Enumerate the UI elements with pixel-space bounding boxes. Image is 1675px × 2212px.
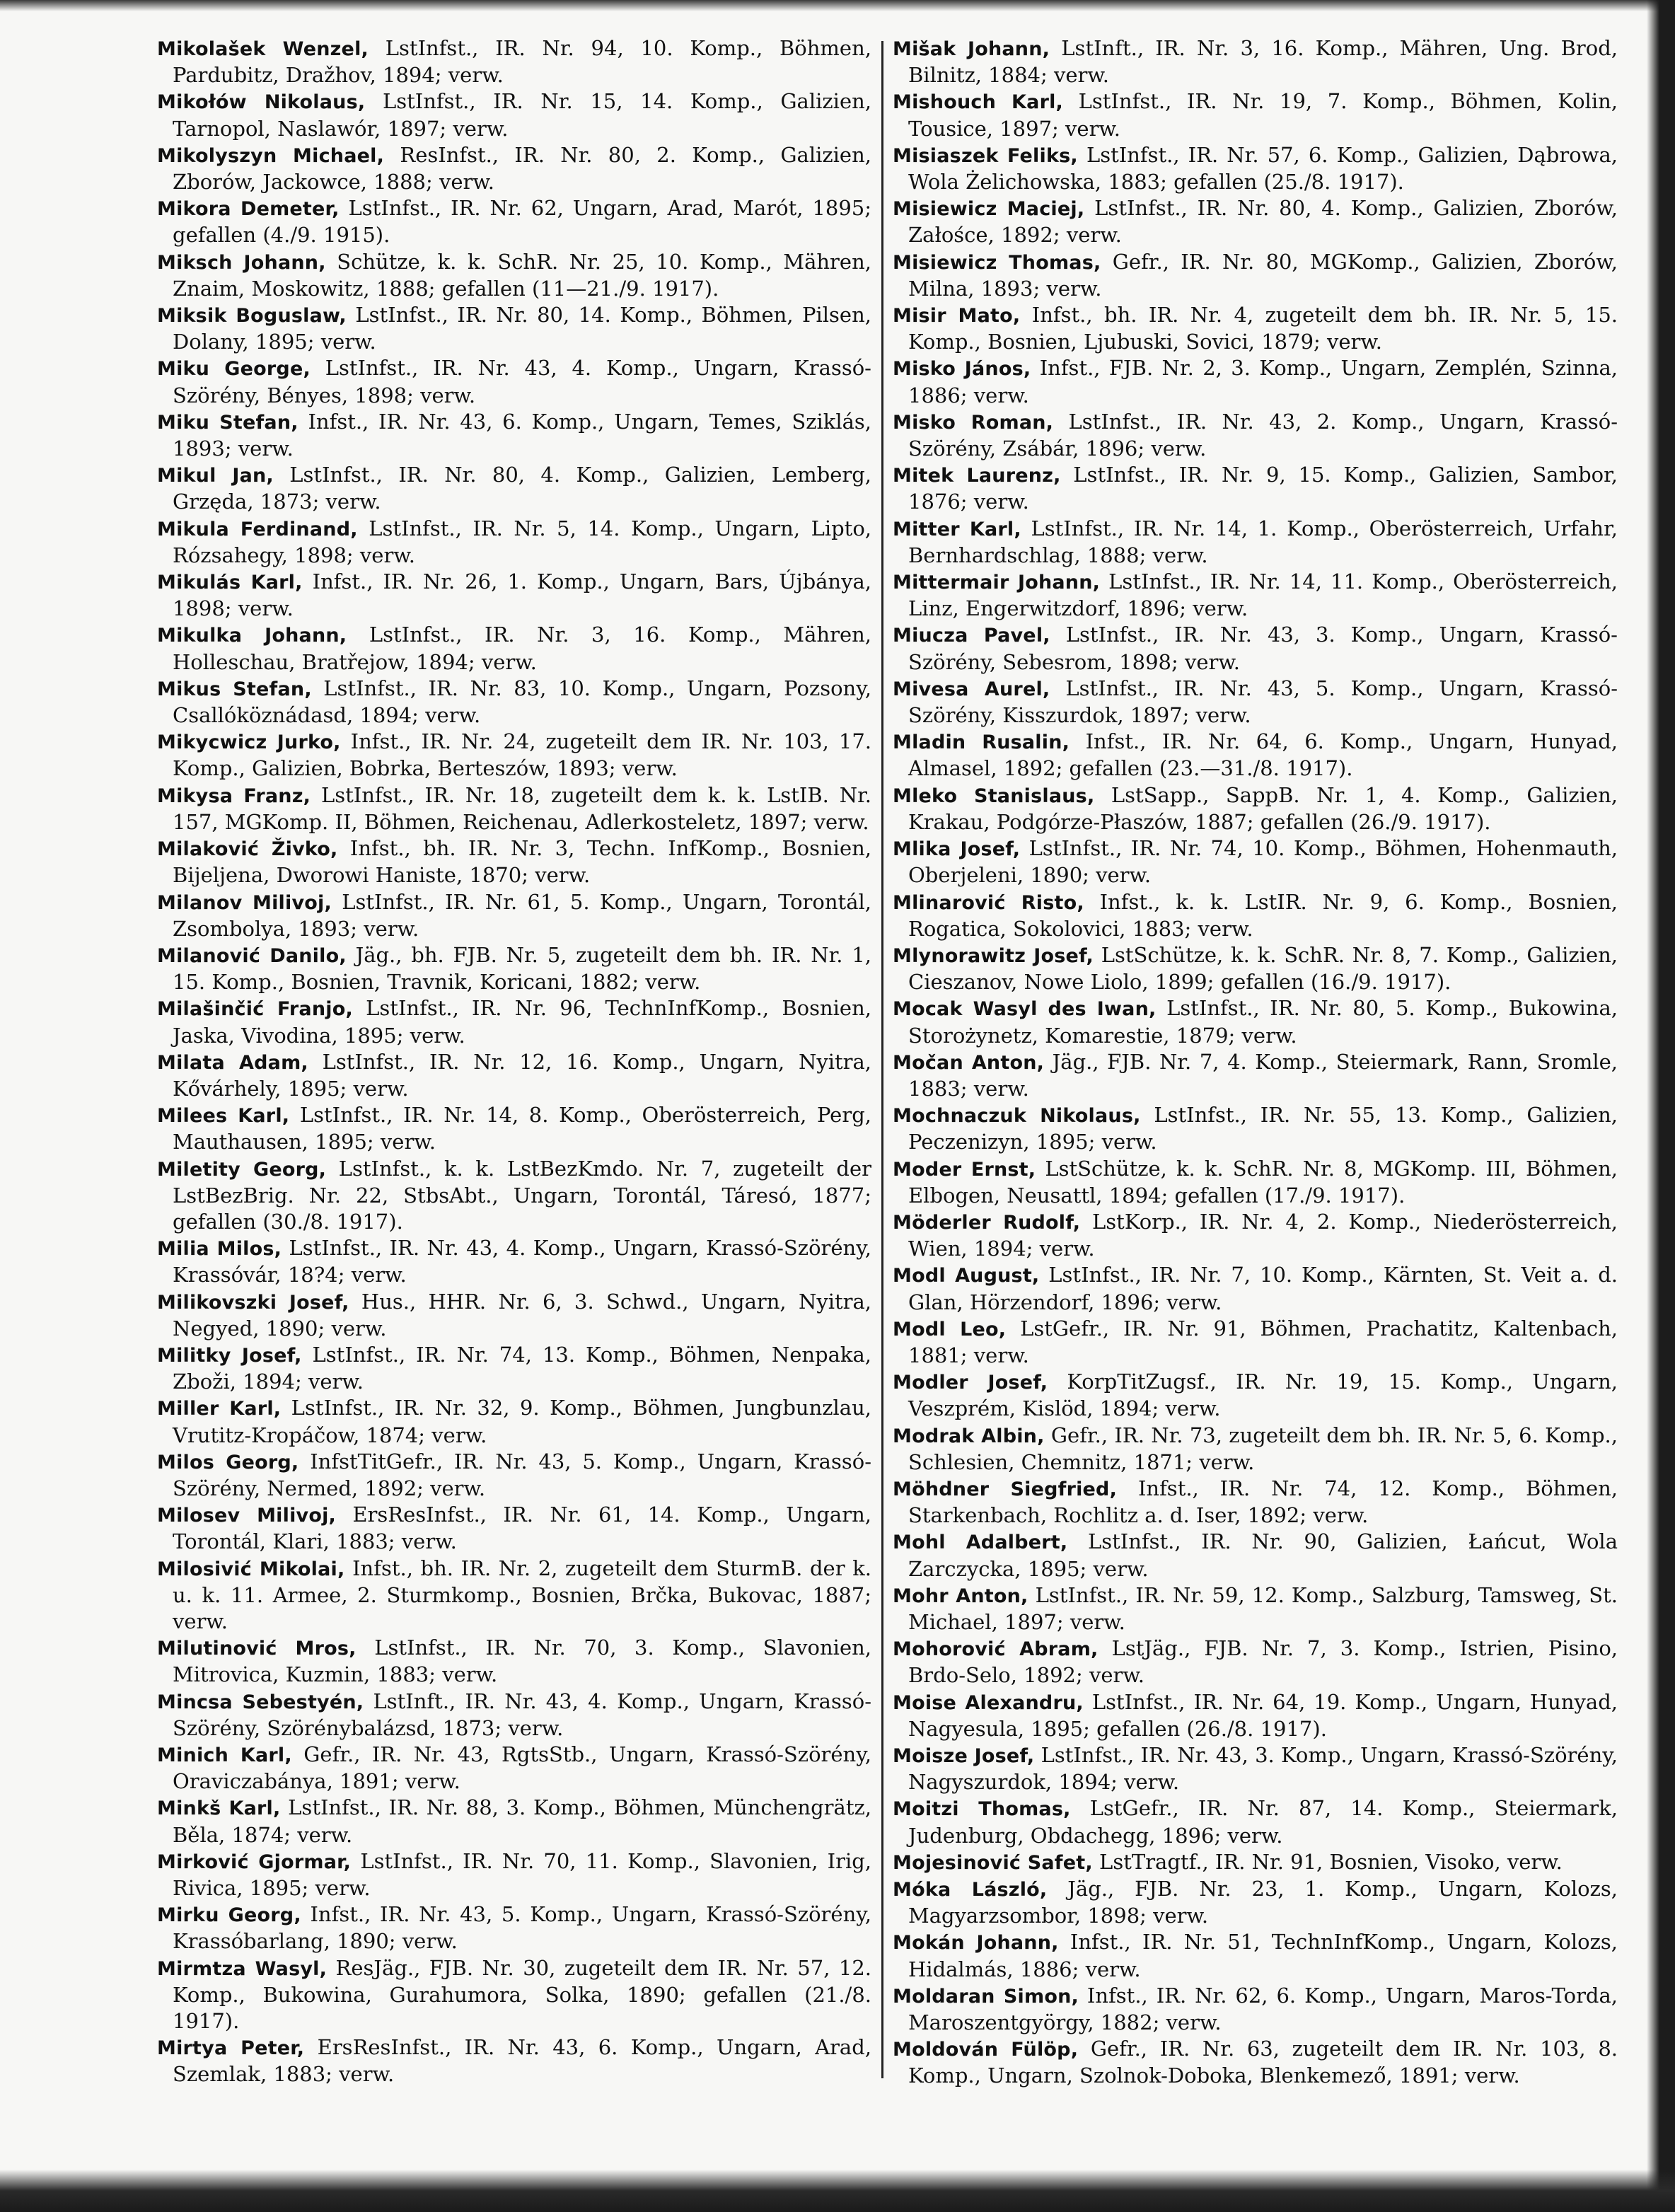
entry-name: Mikul Jan, — [157, 465, 274, 487]
casualty-entry — [893, 1742, 1618, 1795]
casualty-entry — [893, 195, 1618, 248]
casualty-entry — [893, 1849, 1618, 1876]
entry-name: Miucza Pavel, — [893, 625, 1050, 647]
entry-details: LstInfst., IR. Nr. 14, 1. Komp., Oberösterreich, Urfahr, Bernhardschlag, 1888; verw. — [908, 516, 1618, 567]
entry-name: Mikulás Karl, — [157, 572, 303, 594]
entry-details: LstSchütze, k. k. SchR. Nr. 8, 7. Komp., Galizien, Cieszanov, Nowe Liolo, 1899; gefallen (16./9. 1917). — [908, 942, 1618, 995]
casualty-entry — [893, 569, 1618, 622]
entry-details: Infst., IR. Nr. 26, 1. Komp., Ungarn, Bars, Újbánya, 1898; verw. — [173, 569, 871, 621]
entry-name: Miksch Johann, — [157, 251, 326, 274]
casualty-entry — [157, 1156, 871, 1236]
casualty-entry — [893, 1929, 1618, 1982]
entry-details: Infst., IR. Nr. 62, 6. Komp., Ungarn, Maros-Torda, Maroszentgyörgy, 1882; verw. — [908, 1983, 1618, 2035]
entry-name: Mirković Gjormar, — [157, 1851, 352, 1873]
entry-name: Modler Josef, — [893, 1372, 1048, 1394]
casualty-entry — [893, 622, 1618, 675]
casualty-entry — [893, 1582, 1618, 1635]
entry-details: Jäg., FJB. Nr. 7, 4. Komp., Steiermark, Rann, Sromle, 1883; verw. — [908, 1049, 1618, 1101]
entry-name: Moder Ernst, — [893, 1158, 1036, 1181]
entry-details: Infst., IR. Nr. 24, zugeteilt dem IR. Nr. 103, 17. Komp., Galizien, Bobrka, Berteszów, 1893; verw. — [173, 729, 871, 781]
entry-details: LstInfst., IR. Nr. 70, 3. Komp., Slavonien, Mitrovica, Kuzmin, 1883; verw. — [173, 1635, 871, 1687]
entry-name: Misiaszek Feliks, — [893, 144, 1078, 167]
entry-details: LstSchütze, k. k. SchR. Nr. 8, MGKomp. III, Böhmen, Elbogen, Neusattl, 1894; gefallen (17./9. 1917). — [908, 1156, 1618, 1208]
casualty-entry — [893, 462, 1618, 515]
entry-details: LstInfst., IR. Nr. 5, 14. Komp., Ungarn, Lipto, Rózsahegy, 1898; verw. — [173, 516, 871, 567]
entry-details: LstInfst., IR. Nr. 80, 5. Komp., Bukowina, Storożynetz, Komarestie, 1879; verw. — [908, 996, 1618, 1048]
entry-name: Milia Milos, — [157, 1238, 282, 1261]
entry-details: LstInfst., IR. Nr. 43, 5. Komp., Ungarn, Krassó-Szörény, Kisszurdok, 1897; verw. — [908, 676, 1618, 728]
casualty-entry — [893, 1689, 1618, 1742]
casualty-entry — [893, 1423, 1618, 1476]
entry-details: LstKorp., IR. Nr. 4, 2. Komp., Niederösterreich, Wien, 1894; verw. — [908, 1209, 1618, 1261]
entry-name: Mohr Anton, — [893, 1585, 1028, 1607]
entry-details: LstInfst., IR. Nr. 80, 4. Komp., Galizien, Lemberg, Grzęda, 1873; verw. — [173, 463, 872, 514]
entry-name: Miku George, — [157, 358, 311, 381]
entry-details: Infst., IR. Nr. 51, TechnInfKomp., Ungarn, Kolozs, Hidalmás, 1886; verw. — [908, 1930, 1618, 1981]
casualty-entry — [893, 142, 1618, 195]
entry-name: Mikus Stefan, — [157, 678, 312, 700]
column-divider — [881, 41, 883, 2078]
entry-name: Mišak Johann, — [893, 38, 1050, 60]
casualty-entry — [157, 1742, 871, 1795]
entry-details: LstInfst., IR. Nr. 80, 4. Komp., Galizien, Zborów, Załośce, 1892; verw. — [908, 196, 1618, 248]
left-column — [157, 35, 871, 2088]
entry-name: Milikovszki Josef, — [157, 1291, 349, 1314]
entry-name: Milees Karl, — [157, 1105, 290, 1128]
entry-name: Milosivić Mikolai, — [157, 1558, 345, 1580]
entry-details: Gefr., IR. Nr. 63, zugeteilt dem IR. Nr. 103, 8. Komp., Ungarn, Szolnok-Doboka, Blenkemező, 1891; verw. — [908, 2037, 1618, 2088]
entry-name: Miku Stefan, — [157, 411, 299, 434]
entry-details: LstInfst., IR. Nr. 74, 13. Komp., Böhmen, Nenpaka, Zboži, 1894; verw. — [173, 1342, 871, 1394]
entry-name: Mitek Laurenz, — [893, 465, 1061, 487]
entry-name: Milosev Milivoj, — [157, 1505, 336, 1527]
entry-details: Hus., HHR. Nr. 6, 3. Schwd., Ungarn, Nyitra, Negyed, 1890; verw. — [173, 1289, 872, 1340]
entry-details: ErsResInfst., IR. Nr. 43, 6. Komp., Ungarn, Arad, Szemlak, 1883; verw. — [173, 2035, 871, 2087]
entry-details: LstInfst., IR. Nr. 7, 10. Komp., Kärnten, St. Veit a. d. Glan, Hörzendorf, 1896; verw. — [908, 1263, 1618, 1314]
entry-name: Minkš Karl, — [157, 1797, 281, 1820]
entry-details: ResInfst., IR. Nr. 80, 2. Komp., Galizien, Zborów, Jackowce, 1888; verw. — [173, 142, 871, 195]
entry-details: LstInfst., IR. Nr. 43, 4. Komp., Ungarn, Krassó-Szörény, Krassóvár, 18?4; verw. — [173, 1236, 871, 1287]
casualty-entry — [157, 1955, 871, 2035]
entry-name: Mirmtza Wasyl, — [157, 1957, 328, 1980]
entry-details: LstInft., IR. Nr. 3, 16. Komp., Mähren, Ung. Brod, Bilnitz, 1884; verw. — [908, 36, 1618, 88]
casualty-entry — [893, 355, 1618, 408]
entry-details: LstInfst., IR. Nr. 43, 4. Komp., Ungarn, Krassó-Szörény, Bényes, 1898; verw. — [173, 356, 871, 407]
entry-name: Mirku Georg, — [157, 1904, 301, 1927]
casualty-entry — [157, 622, 871, 675]
casualty-entry — [893, 516, 1618, 569]
casualty-entry — [157, 1342, 871, 1395]
casualty-entry — [893, 889, 1618, 942]
casualty-entry — [157, 835, 871, 888]
casualty-entry — [157, 1102, 871, 1155]
entry-details: LstJäg., FJB. Nr. 7, 3. Komp., Istrien, Pisino, Brdo-Selo, 1892; verw. — [908, 1636, 1618, 1688]
casualty-entry — [893, 1156, 1618, 1209]
entry-details: LstInfst., IR. Nr. 94, 10. Komp., Böhmen, Pardubitz, Dražhov, 1894; verw. — [173, 36, 871, 88]
entry-name: Mirtya Peter, — [157, 2037, 305, 2060]
entry-name: Mohl Adalbert, — [893, 1531, 1068, 1554]
casualty-entry — [157, 676, 871, 729]
casualty-entry — [157, 1502, 871, 1555]
entry-details: LstTragtf., IR. Nr. 91, Bosnien, Visoko, verw. — [1092, 1849, 1563, 1874]
entry-name: Mikora Demeter, — [157, 198, 340, 221]
casualty-entry — [157, 355, 871, 408]
casualty-entry — [157, 1901, 871, 1955]
casualty-entry — [893, 1795, 1618, 1848]
casualty-entry — [157, 942, 871, 995]
entry-details: LstInfst., IR. Nr. 43, 3. Komp., Ungarn, Krassó-Szörény, Nagyszurdok, 1894; verw. — [908, 1743, 1618, 1795]
entry-details: LstInfst., IR. Nr. 57, 6. Komp., Galizien, Dąbrowa, Wola Żelichowska, 1883; gefallen (25./8. 1917). — [908, 142, 1618, 195]
entry-details: LstInfst., IR. Nr. 3, 16. Komp., Mähren, Holleschau, Bratřejow, 1894; verw. — [173, 623, 872, 674]
right-column — [893, 35, 1618, 2090]
casualty-entry — [157, 1049, 871, 1102]
entry-name: Mincsa Sebestyén, — [157, 1691, 364, 1713]
entry-name: Mocak Wasyl des Iwan, — [893, 998, 1157, 1021]
casualty-entry — [157, 1556, 871, 1635]
entry-details: Jäg., FJB. Nr. 23, 1. Komp., Ungarn, Kolozs, Magyarzsombor, 1898; verw. — [908, 1877, 1618, 1928]
entry-name: Milašinčić Franjo, — [157, 998, 353, 1021]
entry-details: LstInfst., IR. Nr. 32, 9. Komp., Böhmen, Jungbunzlau, Vrutitz-Kropáčow, 1874; verw. — [173, 1396, 871, 1447]
entry-details: LstInfst., IR. Nr. 55, 13. Komp., Galizien, Peczenizyn, 1895; verw. — [908, 1103, 1618, 1154]
casualty-entry — [893, 2036, 1618, 2089]
entry-name: Mikołów Nikolaus, — [157, 91, 366, 114]
casualty-entry — [893, 1876, 1618, 1929]
entry-details: KorpTitZugsf., IR. Nr. 19, 15. Komp., Ungarn, Veszprém, Kislöd, 1894; verw. — [908, 1370, 1618, 1421]
entry-name: Moldován Fülöp, — [893, 2039, 1079, 2061]
entry-name: Mivesa Aurel, — [893, 678, 1050, 700]
casualty-entry — [893, 249, 1618, 302]
casualty-entry — [157, 889, 871, 942]
casualty-entry — [893, 1262, 1618, 1315]
entry-name: Misko Roman, — [893, 411, 1054, 434]
entry-name: Misir Mato, — [893, 305, 1021, 328]
casualty-entry — [157, 1449, 871, 1502]
casualty-entry — [157, 1395, 871, 1448]
entry-details: Infst., k. k. LstIR. Nr. 9, 6. Komp., Bosnien, Rogatica, Sokolovici, 1883; verw. — [908, 889, 1618, 941]
scan-edge-right — [1647, 0, 1675, 2212]
entry-details: LstInfst., IR. Nr. 59, 12. Komp., Salzburg, Tamsweg, St. Michael, 1897; verw. — [908, 1582, 1618, 1634]
entry-name: Minich Karl, — [157, 1744, 292, 1766]
entry-name: Mitter Karl, — [893, 518, 1021, 540]
entry-details: Infst., IR. Nr. 43, 5. Komp., Ungarn, Krassó-Szörény, Krassóbarlang, 1890; verw. — [173, 1902, 872, 1954]
entry-details: ResJäg., FJB. Nr. 30, zugeteilt dem IR. Nr. 57, 12. Komp., Bukowina, Gurahumora, Solka, 1890; gefallen (21./8. 1917). — [173, 1955, 871, 2034]
entry-name: Modl August, — [893, 1265, 1040, 1287]
entry-details: InfstTitGefr., IR. Nr. 43, 5. Komp., Ungarn, Krassó-Szörény, Nermed, 1892; verw. — [173, 1449, 871, 1500]
entry-details: LstInfst., IR. Nr. 74, 10. Komp., Böhmen, Hohenmauth, Oberjeleni, 1890; verw. — [908, 836, 1618, 888]
entry-name: Milaković Živko, — [157, 838, 338, 861]
casualty-entry — [157, 1235, 871, 1288]
casualty-entry — [893, 1102, 1618, 1155]
entry-name: Mikycwicz Jurko, — [157, 731, 341, 754]
entry-name: Möderler Rudolf, — [893, 1211, 1081, 1234]
casualty-entry — [893, 302, 1618, 355]
entry-name: Milanović Danilo, — [157, 944, 347, 967]
entry-details: LstInfst., IR. Nr. 61, 5. Komp., Ungarn, Torontál, Zsombolya, 1893; verw. — [173, 889, 871, 941]
entry-name: Mikysa Franz, — [157, 784, 311, 807]
entry-name: Mikula Ferdinand, — [157, 518, 358, 540]
entry-name: Milata Adam, — [157, 1051, 308, 1074]
casualty-entry — [157, 1848, 871, 1901]
entry-details: Infst., IR. Nr. 64, 6. Komp., Ungarn, Hunyad, Almasel, 1892; gefallen (23.—31./8. 1917). — [908, 729, 1618, 781]
entry-name: Mladin Rusalin, — [893, 731, 1070, 754]
casualty-entry — [893, 1635, 1618, 1689]
casualty-entry — [893, 729, 1618, 782]
casualty-entry — [157, 1689, 871, 1742]
casualty-entry — [157, 782, 871, 835]
casualty-entry — [157, 995, 871, 1048]
entry-name: Mochnaczuk Nikolaus, — [893, 1105, 1141, 1128]
casualty-entry — [157, 88, 871, 141]
entry-name: Mittermair Johann, — [893, 572, 1101, 594]
entry-details: LstInfst., IR. Nr. 83, 10. Komp., Ungarn, Pozsony, Csallóköznádasd, 1894; verw. — [173, 676, 871, 728]
entry-name: Moldaran Simon, — [893, 1985, 1079, 2008]
casualty-entry — [893, 88, 1618, 141]
casualty-entry — [893, 35, 1618, 88]
casualty-entry — [893, 782, 1618, 835]
entry-name: Mlika Josef, — [893, 838, 1021, 861]
entry-details: LstInfst., IR. Nr. 96, TechnInfKomp., Bosnien, Jaska, Vivodina, 1895; verw. — [173, 996, 871, 1048]
entry-details: Jäg., bh. FJB. Nr. 5, zugeteilt dem bh. IR. Nr. 1, 15. Komp., Bosnien, Travnik, Koricani, 1882; verw. — [173, 942, 871, 995]
casualty-entry — [893, 1316, 1618, 1369]
casualty-entry — [157, 2034, 871, 2087]
entry-name: Mishouch Karl, — [893, 91, 1064, 114]
entry-name: Milos Georg, — [157, 1451, 299, 1473]
casualty-entry — [157, 302, 871, 355]
casualty-entry — [893, 1983, 1618, 2036]
entry-name: Móka László, — [893, 1879, 1048, 1901]
entry-details: LstInfst., IR. Nr. 14, 8. Komp., Oberösterreich, Perg, Mauthausen, 1895; verw. — [173, 1103, 871, 1154]
casualty-entry — [157, 409, 871, 462]
casualty-entry — [157, 569, 871, 622]
entry-details: LstInfst., IR. Nr. 14, 11. Komp., Oberösterreich, Linz, Engerwitzdorf, 1896; verw. — [908, 569, 1618, 621]
entry-details: LstInfst., IR. Nr. 9, 15. Komp., Galizien, Sambor, 1876; verw. — [908, 463, 1618, 514]
casualty-entry — [157, 516, 871, 569]
entry-name: Mikulka Johann, — [157, 625, 347, 647]
casualty-entry — [157, 462, 871, 515]
entry-details: Infst., bh. IR. Nr. 3, Techn. InfKomp., Bosnien, Bijeljena, Dworowi Haniste, 1870; verw. — [173, 836, 872, 888]
entry-details: LstInfst., IR. Nr. 19, 7. Komp., Böhmen, Kolin, Tousice, 1897; verw. — [908, 89, 1618, 141]
entry-name: Milutinović Mros, — [157, 1638, 357, 1660]
entry-name: Moisze Josef, — [893, 1745, 1035, 1767]
entry-name: Miletity Georg, — [157, 1158, 327, 1181]
casualty-entry — [893, 1476, 1618, 1529]
entry-details: LstInfst., IR. Nr. 43, 3. Komp., Ungarn, Krassó-Szörény, Sebesrom, 1898; verw. — [908, 623, 1618, 674]
casualty-entry — [157, 35, 871, 88]
scan-edge-bottom — [0, 2170, 1675, 2212]
casualty-entry — [157, 249, 871, 302]
entry-name: Mohorović Abram, — [893, 1638, 1099, 1661]
casualty-entry — [893, 1529, 1618, 1582]
casualty-entry — [893, 676, 1618, 729]
casualty-entry — [157, 1289, 871, 1342]
entry-name: Mlinarović Risto, — [893, 891, 1084, 914]
entry-name: Mleko Stanislaus, — [893, 784, 1095, 807]
entry-details: LstInfst., IR. Nr. 15, 14. Komp., Galizien, Tarnopol, Naslawór, 1897; verw. — [173, 89, 872, 141]
entry-name: Misiewicz Thomas, — [893, 251, 1101, 274]
casualty-entry — [157, 1795, 871, 1848]
entry-name: Moise Alexandru, — [893, 1691, 1084, 1714]
entry-details: Gefr., IR. Nr. 73, zugeteilt dem bh. IR. Nr. 5, 6. Komp., Schlesien, Chemnitz, 1871; verw. — [908, 1423, 1618, 1474]
casualty-entry — [893, 835, 1618, 888]
casualty-entry — [157, 142, 871, 195]
entry-details: LstInfst., IR. Nr. 70, 11. Komp., Slavonien, Irig, Rivica, 1895; verw. — [173, 1848, 871, 1901]
entry-name: Moitzi Thomas, — [893, 1798, 1071, 1821]
entry-name: Mikolyszyn Michael, — [157, 144, 385, 167]
entry-name: Miksik Boguslaw, — [157, 305, 347, 328]
entry-name: Mojesinović Safet, — [893, 1851, 1093, 1874]
entry-details: LstInfst., IR. Nr. 12, 16. Komp., Ungarn, Nyitra, Kővárhely, 1895; verw. — [173, 1049, 872, 1101]
casualty-entry — [157, 1635, 871, 1688]
entry-name: Mikolašek Wenzel, — [157, 38, 369, 60]
entry-name: Modl Leo, — [893, 1318, 1007, 1340]
entry-details: LstInft., IR. Nr. 43, 4. Komp., Ungarn, Krassó-Szörény, Szörénybalázsd, 1873; verw. — [173, 1689, 871, 1740]
entry-name: Mokán Johann, — [893, 1932, 1059, 1955]
entry-name: Močan Anton, — [893, 1051, 1045, 1074]
entry-details: LstSapp., SappB. Nr. 1, 4. Komp., Galizien, Krakau, Podgórze-Płaszów, 1887; gefallen (26./9. 1917). — [908, 782, 1618, 834]
entry-details: LstInfst., IR. Nr. 43, 2. Komp., Ungarn, Krassó-Szörény, Zsábár, 1896; verw. — [908, 409, 1618, 461]
casualty-entry — [157, 195, 871, 248]
entry-name: Misko János, — [893, 358, 1031, 381]
entry-details: Gefr., IR. Nr. 43, RgtsStb., Ungarn, Krassó-Szörény, Oraviczabánya, 1891; verw. — [173, 1742, 871, 1794]
casualty-entry — [893, 1049, 1618, 1102]
entry-details: Infst., IR. Nr. 43, 6. Komp., Ungarn, Temes, Sziklás, 1893; verw. — [173, 409, 871, 461]
entry-details: LstInfst., IR. Nr. 80, 14. Komp., Böhmen, Pilsen, Dolany, 1895; verw. — [173, 303, 871, 354]
entry-details: Schütze, k. k. SchR. Nr. 25, 10. Komp., Mähren, Znaim, Moskowitz, 1888; gefallen (11—21./9. 1917). — [173, 249, 871, 301]
casualty-entry — [893, 1369, 1618, 1422]
entry-details: ErsResInfst., IR. Nr. 61, 14. Komp., Ungarn, Torontál, Klari, 1883; verw. — [173, 1502, 871, 1554]
entry-details: LstInfst., k. k. LstBezKmdo. Nr. 7, zugeteilt der LstBezBrig. Nr. 22, StbsAbt., Ungarn, Torontál, Táresó, 1877; gefallen (30./8. 1917). — [173, 1156, 871, 1234]
entry-name: Mlynorawitz Josef, — [893, 944, 1094, 967]
entry-details: LstInfst., IR. Nr. 64, 19. Komp., Ungarn, Hunyad, Nagyesula, 1895; gefallen (26./8. 1917). — [908, 1689, 1618, 1741]
entry-details: LstInfst., IR. Nr. 88, 3. Komp., Böhmen, Münchengrätz, Běla, 1874; verw. — [173, 1795, 871, 1847]
entry-details: Infst., bh. IR. Nr. 4, zugeteilt dem bh. IR. Nr. 5, 15. Komp., Bosnien, Ljubuski, Sovici, 1879; verw. — [908, 303, 1618, 354]
casualty-entry — [893, 1209, 1618, 1262]
entry-details: LstGefr., IR. Nr. 91, Böhmen, Prachatitz, Kaltenbach, 1881; verw. — [908, 1316, 1618, 1367]
entry-details: Infst., bh. IR. Nr. 2, zugeteilt dem SturmB. der k. u. k. 11. Armee, 2. Sturmkomp., Bosnien, Brčka, Bukovac, 1887; verw. — [173, 1556, 871, 1633]
entry-name: Milanov Milivoj, — [157, 891, 332, 914]
entry-name: Modrak Albin, — [893, 1425, 1045, 1447]
scan-edge-top — [0, 0, 1675, 11]
casualty-entry — [893, 409, 1618, 462]
entry-details: LstGefr., IR. Nr. 87, 14. Komp., Steiermark, Judenburg, Obdachegg, 1896; verw. — [908, 1796, 1618, 1848]
entry-details: Infst., FJB. Nr. 2, 3. Komp., Ungarn, Zemplén, Szinna, 1886; verw. — [908, 356, 1618, 407]
entry-details: LstInfst., IR. Nr. 18, zugeteilt dem k. k. LstIB. Nr. 157, MGKomp. II, Böhmen, Reichenau, Adlerkosteletz, 1897; verw. — [173, 782, 871, 834]
entry-name: Militky Josef, — [157, 1344, 302, 1367]
casualty-entry — [893, 995, 1618, 1048]
entry-name: Misiewicz Maciej, — [893, 198, 1085, 221]
entry-details: Infst., IR. Nr. 74, 12. Komp., Böhmen, Starkenbach, Rochlitz a. d. Iser, 1892; verw. — [908, 1476, 1618, 1528]
entry-details: Gefr., IR. Nr. 80, MGKomp., Galizien, Zborów, Milna, 1893; verw. — [908, 249, 1618, 301]
casualty-entry — [157, 729, 871, 782]
entry-details: LstInfst., IR. Nr. 90, Galizien, Łańcut, Wola Zarczycka, 1895; verw. — [908, 1529, 1618, 1581]
entry-details: LstInfst., IR. Nr. 62, Ungarn, Arad, Marót, 1895; gefallen (4./9. 1915). — [173, 196, 871, 248]
entry-name: Miller Karl, — [157, 1398, 282, 1420]
casualty-entry — [893, 942, 1618, 995]
entry-name: Möhdner Siegfried, — [893, 1478, 1118, 1500]
